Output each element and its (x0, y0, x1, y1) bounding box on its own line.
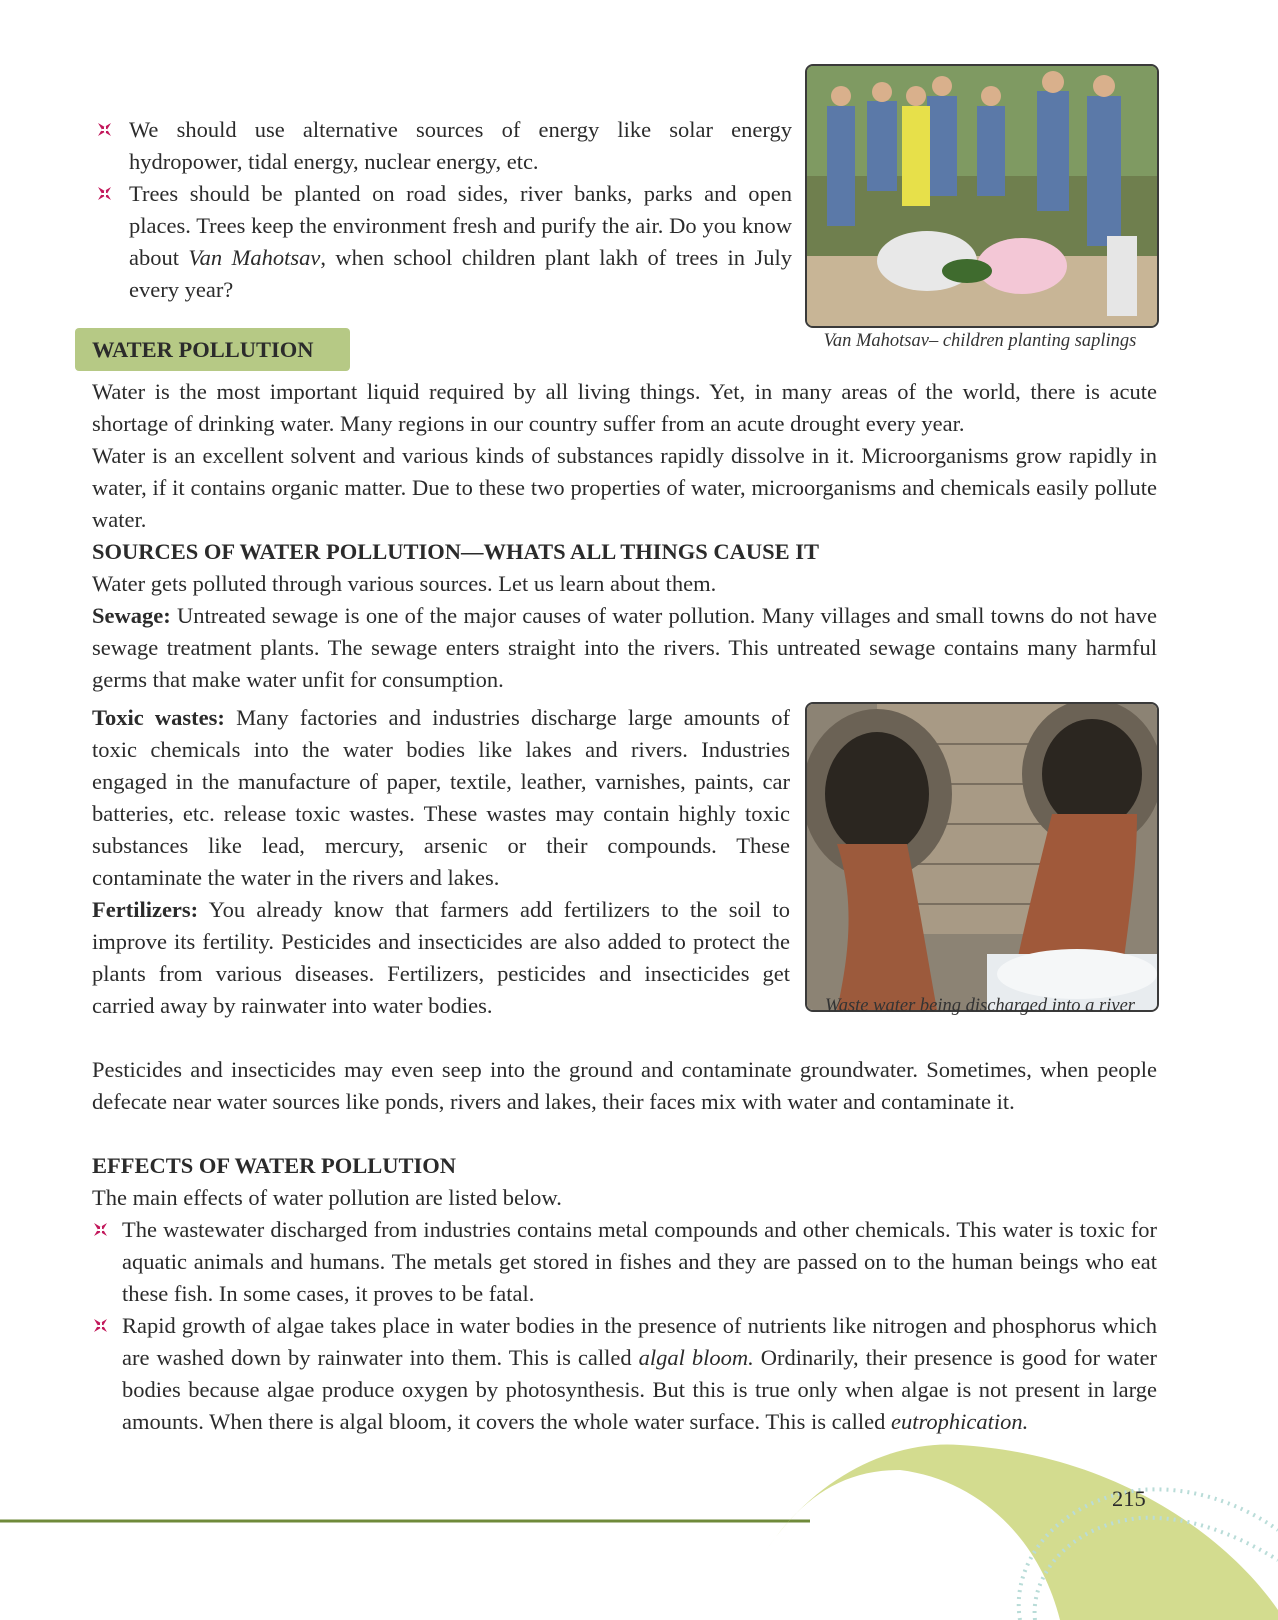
bullet-alternative-energy: We should use alternative sources of energy like solar energy hydropower, tidal energy, nuclear energy, etc. (92, 114, 792, 178)
page-number: 215 (1112, 1486, 1146, 1511)
sewage-term: Sewage: (92, 603, 171, 628)
intro-paragraph: Water is an excellent solvent and various kinds of substances rapidly dissolve in it. Microorganisms grow rapidly in water, if it contains organic matter. Due to these two properties of water, microorganisms and chemicals easily pollute water. (92, 443, 1157, 532)
photo-waste-water (805, 702, 1159, 1012)
sources-heading: SOURCES OF WATER POLLUTION—WHATS ALL THINGS CAUSE IT (92, 539, 820, 564)
photo-van-mahotsav (805, 64, 1159, 328)
sources-lead: Water gets polluted through various sources. Let us learn about them. (92, 571, 717, 596)
fertilizers-term: Fertilizers: (92, 897, 199, 922)
narrow-column (92, 702, 790, 1022)
intro-paragraphs (92, 376, 1157, 536)
pesticides-block (92, 1054, 1157, 1118)
sewage-paragraph: Sewage: Untreated sewage is one of the major causes of water pollution. Many villages and small towns do not have sewage treatment plants. The sewage enters straight into the rivers. This untreated sewage contains many harmful germs that make water unfit for consumption. (92, 603, 1157, 692)
children-planting-saplings-image (807, 66, 1157, 326)
top-bullet-list (92, 114, 792, 306)
effect-bullet-metal-compounds: The wastewater discharged from industries contains metal compounds and other chemicals. This water is toxic for aquatic animals and humans. The metals get stored in fishes and they are passed on to the human beings who eat these fish. In some cases, it proves to be fatal. (92, 1214, 1157, 1310)
effects-bullet-list (92, 1214, 1157, 1438)
toxic-wastes-paragraph: Toxic wastes: Many factories and industries discharge large amounts of toxic chemicals into the water bodies like lakes and rivers. Industries engaged in the manufacture of paper, textile, leather, varnishes, paints, car batteries, etc. release toxic wastes. These wastes may contain highly toxic substances like lead, mercury, arsenic or their compounds. These contaminate the water in the rivers and lakes. (92, 705, 790, 890)
toxic-wastes-term: Toxic wastes: (92, 705, 225, 730)
effects-lead-block (92, 1182, 1157, 1214)
photo-waste-water-caption: Waste water being discharged into a river (824, 996, 1136, 1016)
effects-lead: The main effects of water pollution are listed below. (92, 1185, 562, 1210)
effect-bullet-algal-bloom: Rapid growth of algae takes place in water bodies in the presence of nutrients like nitrogen and phosphorus which are washed down by rainwater into them. This is called algal bloom. Ordinarily, their presence is good for water bodies because algae produce oxygen by photosynthesis. But this is true only when algae is not present in large amounts. When there is algal bloom, it covers the whole water surface. This is called eutrophication. (92, 1310, 1157, 1438)
bullet-plant-trees: Trees should be planted on road sides, river banks, parks and open places. Trees keep the environment fresh and purify the air. Do you know about Van Mahotsav, when school children plant lakh of trees in July every year? (92, 178, 792, 306)
pesticides-paragraph: Pesticides and insecticides may even seep into the ground and contaminate groundwater. Sometimes, when people defecate near water sources like ponds, rivers and lakes, their faces mix with water and contaminate it. (92, 1057, 1157, 1114)
waste-water-discharge-image (807, 704, 1157, 1010)
photo-van-mahotsav-caption: Van Mahotsav– children planting saplings (823, 331, 1137, 351)
section-tag-water-pollution: WATER POLLUTION (75, 328, 350, 371)
effects-heading: EFFECTS OF WATER POLLUTION (92, 1153, 457, 1178)
sources-body (92, 568, 1157, 696)
intro-paragraph: Water is the most important liquid required by all living things. Yet, in many areas of the world, there is acute shortage of drinking water. Many regions in our country suffer from an acute drought every year. (92, 379, 1157, 436)
green-swoosh (765, 1444, 1278, 1620)
fertilizers-paragraph: Fertilizers: You already know that farmers add fertilizers to the soil to improve its fertility. Pesticides and insecticides are also added to protect the plants from various diseases. Fertilizers, pesticides and insecticides get carried away by rainwater into water bodies. (92, 897, 790, 1018)
